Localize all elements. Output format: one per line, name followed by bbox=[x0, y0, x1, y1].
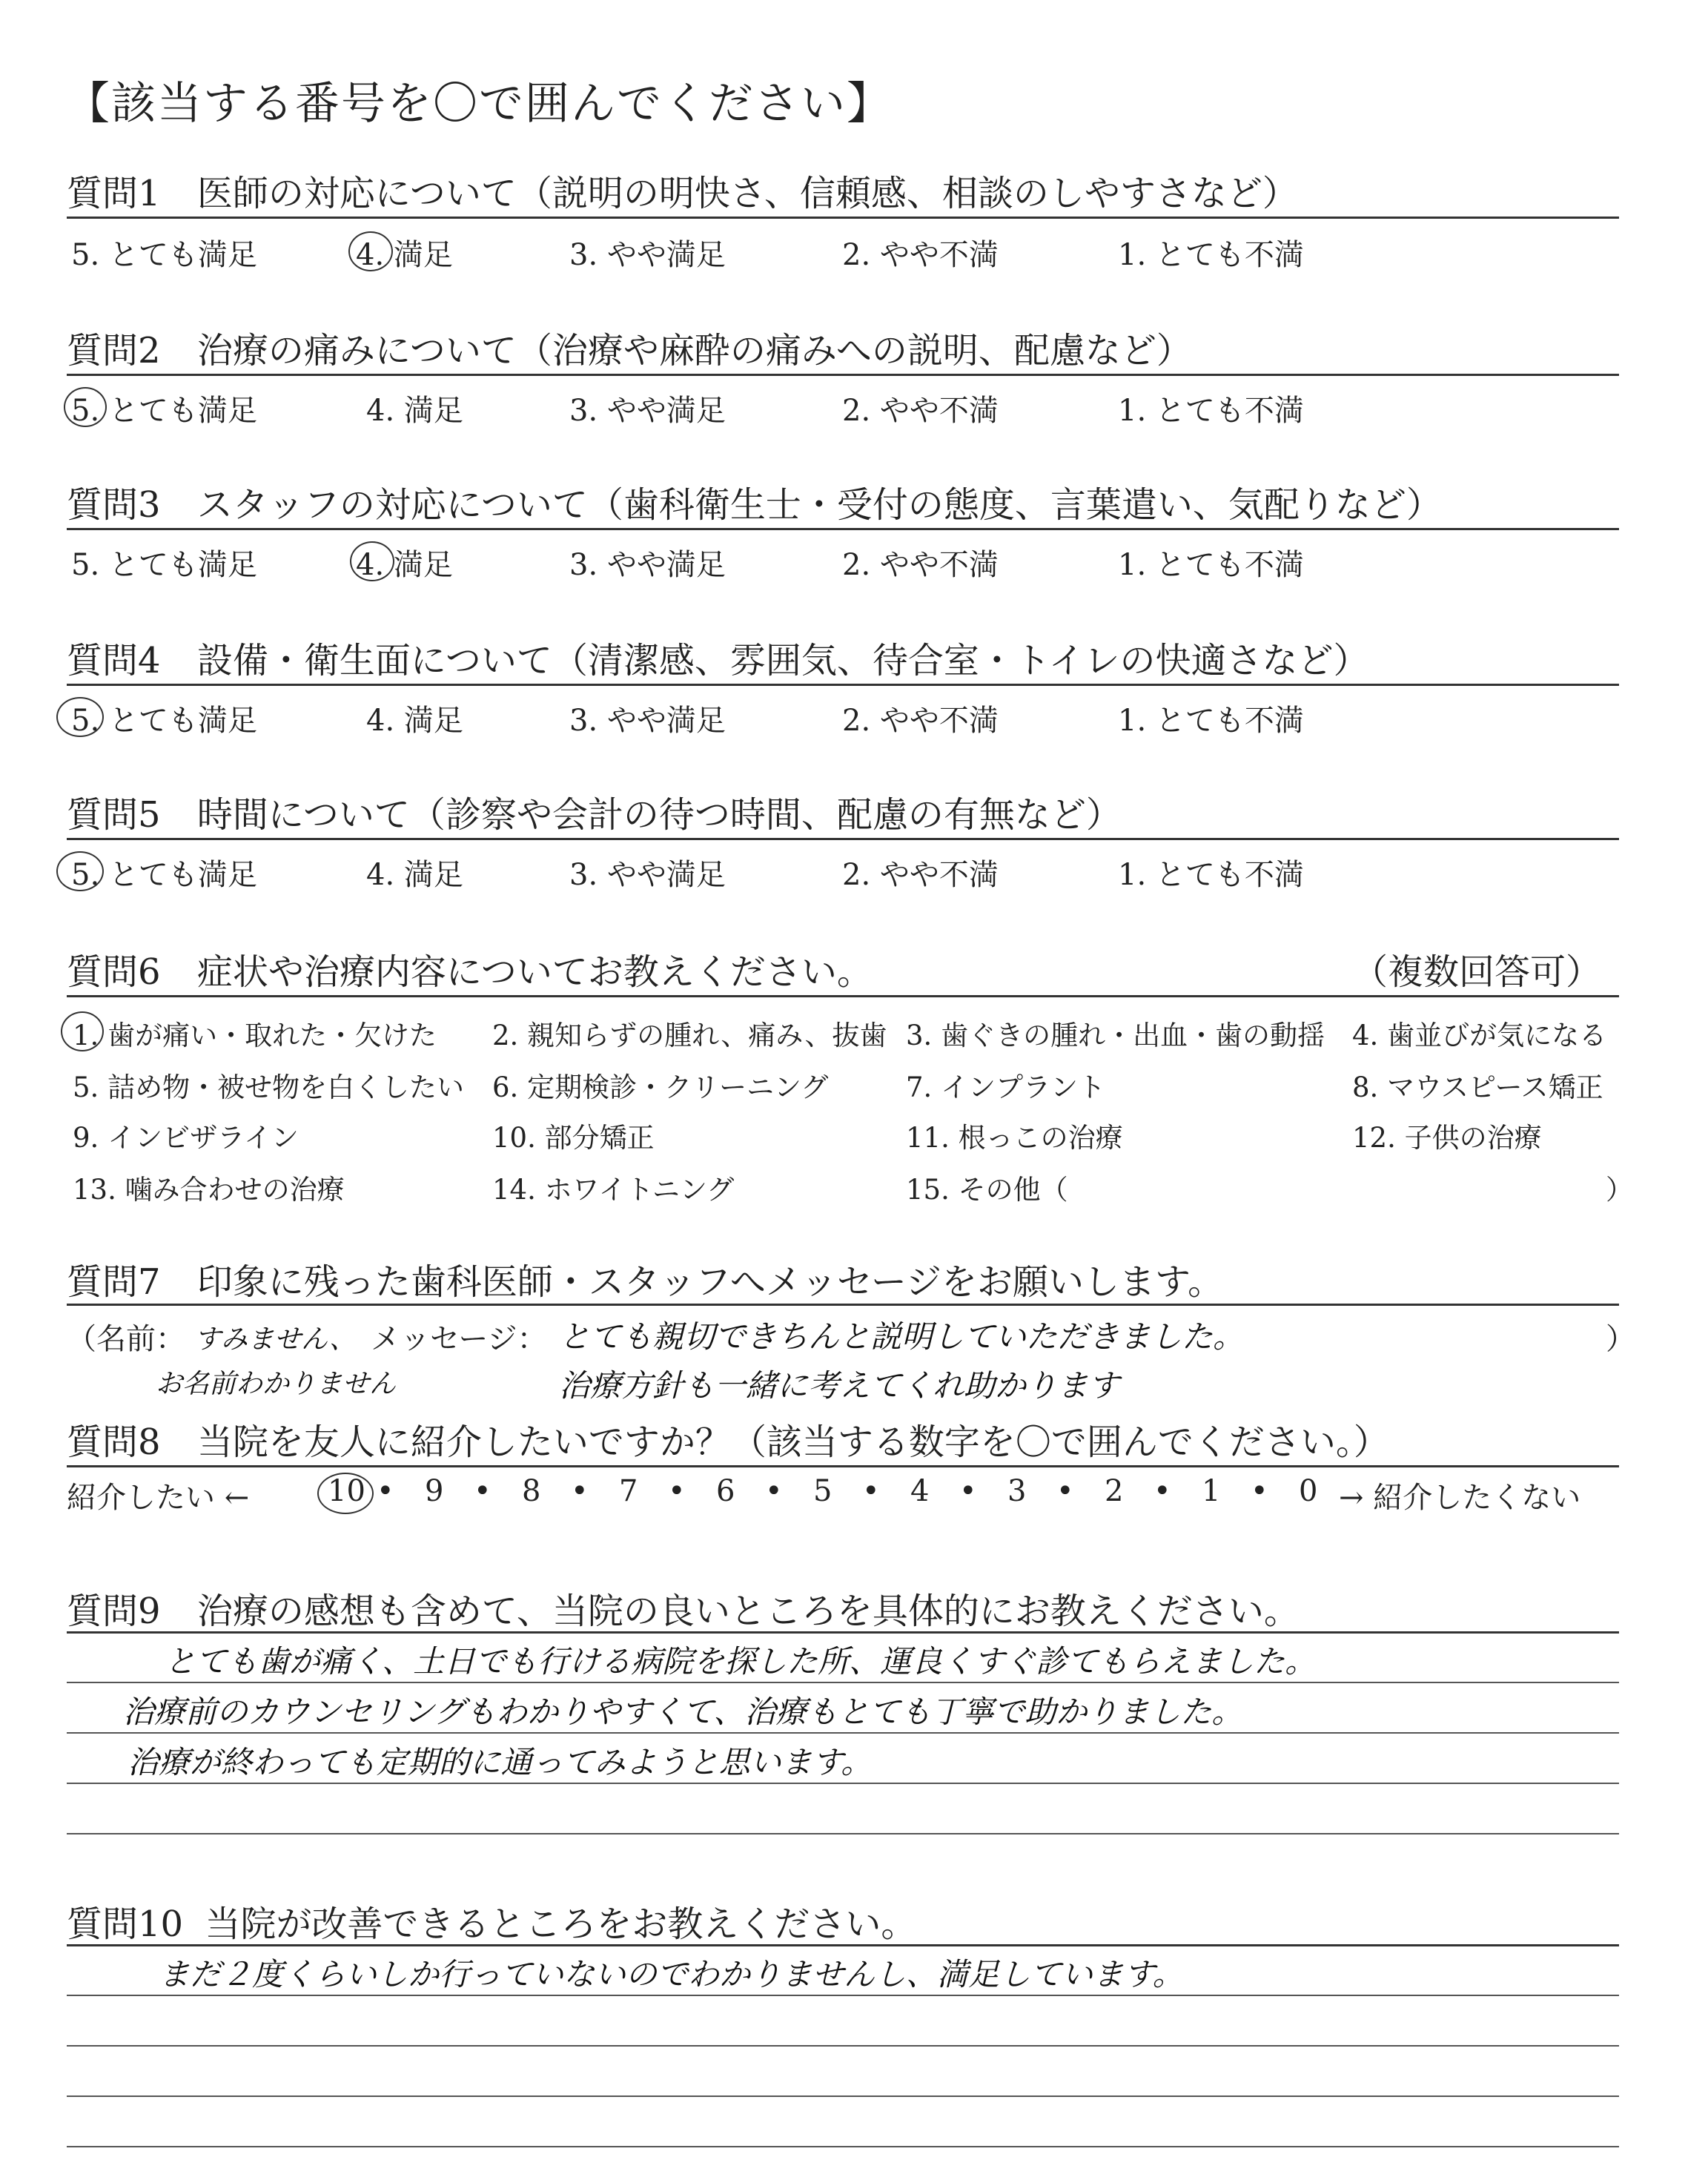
q3-option-2[interactable]: 2. やや不満 bbox=[842, 548, 999, 582]
q5-option-4[interactable]: 4. 満足 bbox=[366, 858, 463, 892]
question-10-text: 当院が改善できるところをお教えください。 bbox=[205, 1903, 917, 1945]
q3-option-5[interactable]: 5. とても満足 bbox=[71, 548, 257, 582]
q8-scale-separator: • bbox=[765, 1474, 783, 1508]
q8-scale-2[interactable]: 2 bbox=[1105, 1474, 1124, 1508]
question-1 bbox=[67, 165, 1298, 216]
question-10-rule bbox=[67, 1944, 1619, 1946]
q8-scale-separator: • bbox=[862, 1474, 880, 1508]
q7-name-label: （名前： bbox=[67, 1322, 185, 1356]
q8-scale-separator: • bbox=[1251, 1474, 1268, 1508]
question-10 bbox=[67, 1895, 916, 1946]
q5-selection-circle bbox=[56, 851, 104, 891]
q6-option-3[interactable]: 3. 歯ぐきの腫れ・出血・歯の動揺 bbox=[906, 1020, 1325, 1051]
question-4 bbox=[67, 632, 1368, 683]
question-1-text: 医師の対応について（説明の明快さ、信頼感、相談のしやすさなど） bbox=[196, 173, 1298, 214]
q3-selection-circle bbox=[350, 541, 394, 581]
question-9-rule bbox=[67, 1631, 1619, 1634]
q9-answer-text-3[interactable]: 治療が終わっても定期的に通ってみようと思います。 bbox=[128, 1744, 873, 1780]
question-1-label: 質問1 bbox=[67, 173, 161, 214]
q4-option-3[interactable]: 3. やや満足 bbox=[569, 704, 726, 738]
q8-scale-4[interactable]: 4 bbox=[910, 1474, 930, 1508]
question-3-label: 質問3 bbox=[67, 484, 161, 526]
q9-answer-text-2[interactable]: 治療前のカウンセリングもわかりやすくて、治療もとても丁寧で助かりました。 bbox=[123, 1694, 1243, 1730]
q3-option-1[interactable]: 1. とても不満 bbox=[1118, 548, 1304, 582]
q5-option-3[interactable]: 3. やや満足 bbox=[569, 858, 726, 892]
q6-option-15[interactable]: 15. その他（ bbox=[906, 1174, 1068, 1206]
q2-option-2[interactable]: 2. やや不満 bbox=[842, 394, 999, 428]
q1-option-3[interactable]: 3. やや満足 bbox=[569, 238, 726, 272]
q8-scale-separator: • bbox=[1153, 1474, 1171, 1508]
q2-option-4[interactable]: 4. 満足 bbox=[366, 394, 463, 428]
question-6-text: 症状や治療内容についてお教えください。 bbox=[196, 951, 873, 993]
q4-option-2[interactable]: 2. やや不満 bbox=[842, 704, 999, 738]
question-4-label: 質問4 bbox=[67, 640, 161, 681]
q8-right-label: → 紹介したくない bbox=[1339, 1481, 1581, 1515]
question-2-label: 質問2 bbox=[67, 330, 161, 371]
q8-scale-1[interactable]: 1 bbox=[1202, 1474, 1221, 1508]
question-8-rule bbox=[67, 1465, 1619, 1467]
q1-option-2[interactable]: 2. やや不満 bbox=[842, 238, 999, 272]
q8-scale-8[interactable]: 8 bbox=[522, 1474, 541, 1508]
q7-message-line-1[interactable]: とても親切できちんと説明していただきました。 bbox=[559, 1318, 1245, 1355]
q10-answer-line-4 bbox=[67, 2146, 1619, 2147]
q1-selection-circle bbox=[348, 231, 393, 271]
q6-option-4[interactable]: 4. 歯並びが気になる bbox=[1352, 1020, 1607, 1051]
question-8-text: 当院を友人に紹介したいですか？（該当する数字を〇で囲んでください。） bbox=[196, 1421, 1389, 1463]
question-9-text: 治療の感想も含めて、当院の良いところを具体的にお教えください。 bbox=[196, 1591, 1300, 1632]
q6-option-8[interactable]: 8. マウスピース矯正 bbox=[1352, 1071, 1603, 1103]
q1-option-4[interactable]: 4. 満足 bbox=[356, 238, 453, 272]
q10-answer-line-3 bbox=[67, 2095, 1619, 2097]
q7-message-label: メッセージ： bbox=[371, 1322, 547, 1356]
q7-name-value-2[interactable]: お名前わかりません bbox=[156, 1369, 397, 1399]
q10-answer-line-1 bbox=[67, 1995, 1619, 1996]
q4-selection-circle bbox=[56, 697, 104, 737]
q3-option-4[interactable]: 4. 満足 bbox=[356, 548, 453, 582]
question-9-label: 質問9 bbox=[67, 1591, 161, 1632]
question-6-label: 質問6 bbox=[67, 951, 161, 993]
q4-option-5[interactable]: 5. とても満足 bbox=[71, 704, 257, 738]
q8-scale-separator: • bbox=[571, 1474, 589, 1508]
q2-option-3[interactable]: 3. やや満足 bbox=[569, 394, 726, 428]
question-3-text: スタッフの対応について（歯科衛生士・受付の態度、言葉遣い、気配りなど） bbox=[196, 484, 1442, 526]
question-6-rule bbox=[67, 995, 1619, 997]
question-4-rule bbox=[67, 684, 1619, 686]
question-5-rule bbox=[67, 838, 1619, 840]
q8-scale-10[interactable]: 10 bbox=[328, 1474, 365, 1508]
q8-scale-7[interactable]: 7 bbox=[619, 1474, 638, 1508]
q4-option-1[interactable]: 1. とても不満 bbox=[1118, 704, 1304, 738]
q2-selection-circle bbox=[64, 387, 107, 427]
q9-answer-line-2 bbox=[67, 1732, 1619, 1734]
question-7-label: 質問7 bbox=[67, 1261, 161, 1303]
q9-answer-line-3 bbox=[67, 1783, 1619, 1784]
question-4-text: 設備・衛生面について（清潔感、雰囲気、待合室・トイレの快適さなど） bbox=[196, 640, 1369, 681]
question-7 bbox=[67, 1253, 1223, 1304]
form-title: 【該当する番号を〇で囲んでください】 bbox=[65, 78, 893, 130]
q9-answer-line-4 bbox=[67, 1833, 1619, 1834]
q6-option-1[interactable]: 1. 歯が痛い・取れた・欠けた bbox=[73, 1020, 437, 1051]
q7-message-line-2[interactable]: 治療方針も一緒に考えてくれ助かります bbox=[559, 1367, 1120, 1404]
q8-scale-separator: • bbox=[377, 1474, 394, 1508]
q6-selection-circle bbox=[61, 1011, 104, 1051]
question-7-rule bbox=[67, 1304, 1619, 1306]
q8-scale-9[interactable]: 9 bbox=[425, 1474, 444, 1508]
q5-option-1[interactable]: 1. とても不満 bbox=[1118, 858, 1304, 892]
question-8 bbox=[67, 1413, 1389, 1464]
question-6 bbox=[67, 943, 873, 994]
q5-option-2[interactable]: 2. やや不満 bbox=[842, 858, 999, 892]
q6-option-9[interactable]: 9. インビザライン bbox=[73, 1122, 299, 1154]
q5-option-5[interactable]: 5. とても満足 bbox=[71, 858, 257, 892]
q10-answer-line-2 bbox=[67, 2045, 1619, 2047]
q6-option-2[interactable]: 2. 親知らずの腫れ、痛み、抜歯 bbox=[492, 1020, 887, 1051]
q6-other-close: ） bbox=[1606, 1174, 1633, 1206]
q3-option-3[interactable]: 3. やや満足 bbox=[569, 548, 726, 582]
question-1-rule bbox=[67, 217, 1619, 219]
q6-option-11[interactable]: 11. 根っこの治療 bbox=[906, 1122, 1123, 1154]
question-5 bbox=[67, 786, 1122, 837]
question-9 bbox=[67, 1582, 1300, 1634]
q7-close: ） bbox=[1606, 1322, 1635, 1356]
q6-option-10[interactable]: 10. 部分矯正 bbox=[492, 1122, 655, 1154]
q8-scale-separator: • bbox=[474, 1474, 491, 1508]
q1-option-1[interactable]: 1. とても不満 bbox=[1118, 238, 1304, 272]
question-3-rule bbox=[67, 528, 1619, 530]
q6-option-6[interactable]: 6. 定期検診・クリーニング bbox=[492, 1071, 829, 1103]
q4-option-4[interactable]: 4. 満足 bbox=[366, 704, 463, 738]
q8-scale-6[interactable]: 6 bbox=[716, 1474, 735, 1508]
q6-option-14[interactable]: 14. ホワイトニング bbox=[492, 1174, 735, 1206]
q8-scale-separator: • bbox=[1056, 1474, 1074, 1508]
q2-option-1[interactable]: 1. とても不満 bbox=[1118, 394, 1304, 428]
q8-selection-circle bbox=[317, 1473, 374, 1514]
q2-option-5[interactable]: 5. とても満足 bbox=[71, 394, 257, 428]
q7-name-value-1[interactable]: すみません、 bbox=[194, 1324, 357, 1355]
question-6-note: （複数回答可） bbox=[1352, 951, 1602, 993]
question-2-rule bbox=[67, 374, 1619, 376]
question-10-label: 質問10 bbox=[67, 1903, 184, 1945]
question-5-label: 質問5 bbox=[67, 794, 161, 836]
q8-left-label: 紹介したい ← bbox=[67, 1481, 250, 1515]
question-3 bbox=[67, 476, 1442, 527]
q9-answer-line-1 bbox=[67, 1682, 1619, 1683]
q6-option-12[interactable]: 12. 子供の治療 bbox=[1352, 1122, 1542, 1154]
question-7-text: 印象に残った歯科医師・スタッフへメッセージをお願いします。 bbox=[196, 1261, 1224, 1303]
q6-option-7[interactable]: 7. インプラント bbox=[906, 1071, 1106, 1103]
question-2 bbox=[67, 322, 1192, 373]
q6-option-5[interactable]: 5. 詰め物・被せ物を白くしたい bbox=[73, 1071, 465, 1103]
q6-option-13[interactable]: 13. 噛み合わせの治療 bbox=[73, 1174, 345, 1206]
q10-answer-text-1[interactable]: まだ２度くらいしか行っていないのでわかりませんし、満足しています。 bbox=[159, 1956, 1184, 1992]
q8-scale-0[interactable]: 0 bbox=[1299, 1474, 1318, 1508]
q8-scale-3[interactable]: 3 bbox=[1007, 1474, 1027, 1508]
question-8-label: 質問8 bbox=[67, 1421, 161, 1463]
question-2-text: 治療の痛みについて（治療や麻酔の痛みへの説明、配慮など） bbox=[196, 330, 1192, 371]
q9-answer-text-1[interactable]: とても歯が痛く、土日でも行ける病院を探した所、運良くすぐ診てもらえました。 bbox=[165, 1643, 1317, 1680]
q8-scale-5[interactable]: 5 bbox=[813, 1474, 833, 1508]
q8-scale-separator: • bbox=[668, 1474, 686, 1508]
question-5-text: 時間について（診察や会計の待つ時間、配慮の有無など） bbox=[196, 794, 1122, 836]
q8-scale-separator: • bbox=[959, 1474, 977, 1508]
q1-option-5[interactable]: 5. とても満足 bbox=[71, 238, 257, 272]
